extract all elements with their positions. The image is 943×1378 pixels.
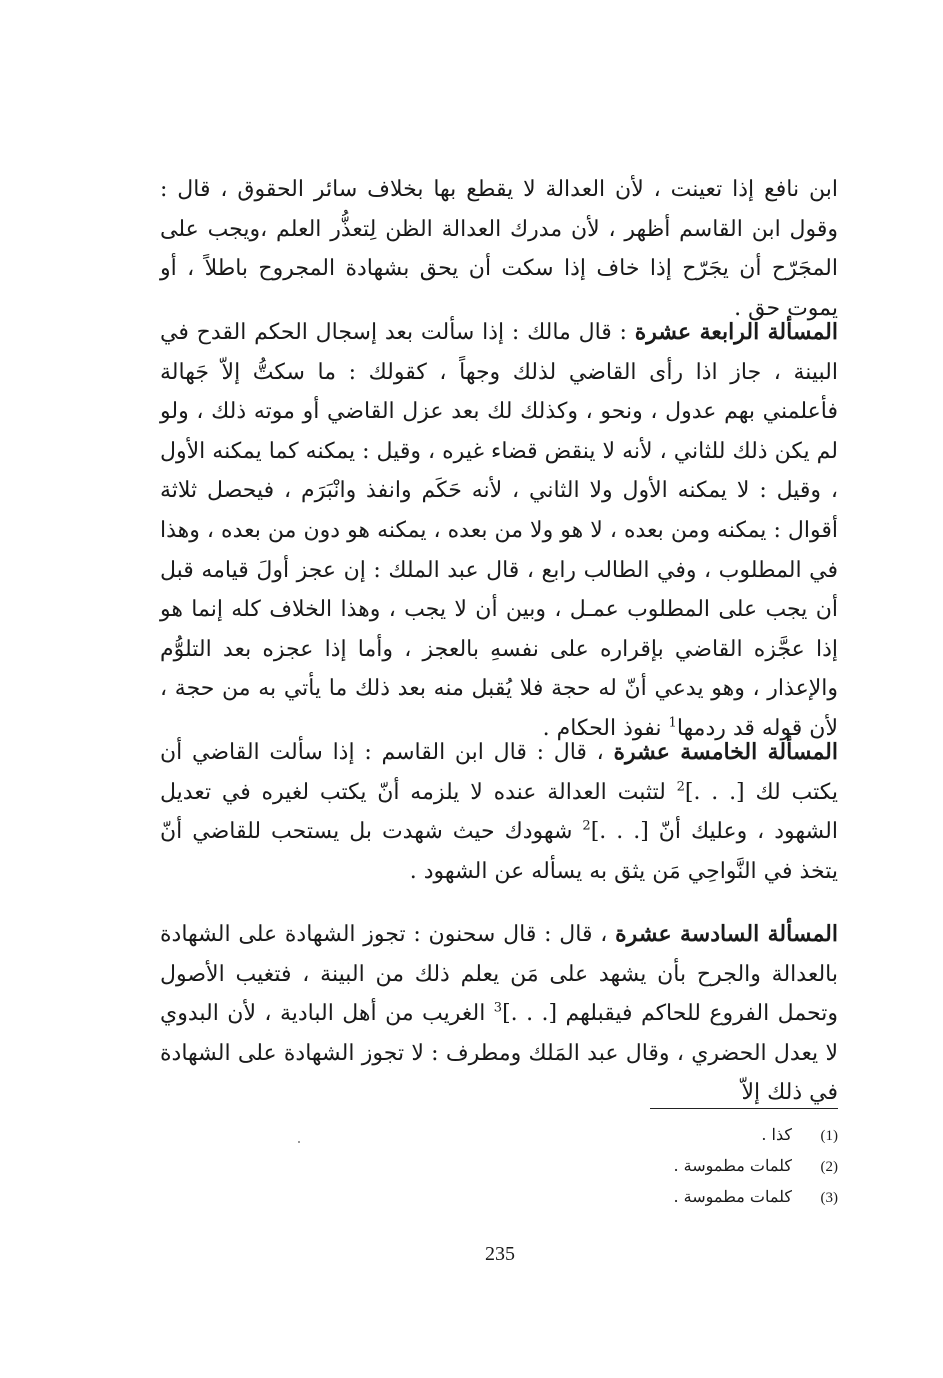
footnote-separator <box>650 1108 838 1109</box>
paragraph-body <box>160 733 838 891</box>
footnote-ref: 2 <box>582 818 591 834</box>
paragraph-text: ابن نافع إذا تعينت ، لأن العدالة لا يقطع بها بخلاف سائر الحقوق ، قال : وقول ابن القاسم أظهر ، لأن مدرك العدالة الظن لِتعذُّر العلم ،ويجب على المجَرّح أن يجَرّح إذا خاف إذا سكت أن يحق بشهادة المجروح باطلاً ، أو يموت حق . <box>160 177 838 321</box>
footnote-number: (2) <box>820 1159 838 1175</box>
footnote-text: كذا . <box>761 1125 792 1144</box>
section-heading: المسألة الرابعة عشرة <box>634 319 838 345</box>
paragraph-text: الغريب من أهل البادية ، لأن البدوي لا يعدل الحضري ، وقال عبد المَلك ومطرف : لا تجوز الشهادة على الشهادة في ذلك إلاّ <box>160 1001 838 1106</box>
paragraph-text: لتثبت العدالة عنده لا يلزمه أنّ يكتب لغيره في تعديل الشهود ، وعليك أنّ [. . .] <box>160 779 838 845</box>
footnote-item <box>500 1120 838 1151</box>
paragraph-text: ، قال : قال ابن القاسم : إذا سألت القاضي أن يكتب لك [. . .] <box>160 740 838 805</box>
footnote-ref: 1 <box>668 715 677 731</box>
scan-speck <box>298 1141 300 1143</box>
footnote-ref: 2 <box>676 779 685 795</box>
paragraph-text-end: نفوذ الحكام . <box>542 715 669 741</box>
paragraph-body <box>160 313 838 749</box>
footnote-ref: 3 <box>493 1000 503 1016</box>
section-heading: المسألة السادسة عشرة <box>615 921 838 947</box>
footnote-number: (1) <box>820 1128 838 1144</box>
paragraph-text: شهودك حيث شهدت بل يستحب للقاضي أنّ يتخذ في النَّواحِي مَن يثق به يسأله عن الشهود . <box>160 819 838 884</box>
paragraph-question-15 <box>160 733 838 891</box>
paragraph-text: : قال مالك : إذا سألت بعد إسجال الحكم القدح في البينة ، جاز اذا رأى القاضي لذلك وجهاً ، كقولك : ما سكتُّ إلاّ جَهالة فأعلمني بهم عدول ، ونحو ، وكذلك لك بعد عزل القاضي أو موته ذلك ، ولو لم يكن ذلك للثاني ، لأنه لا ينقض قضاء غيره ، وقيل : يمكنه كما يمكنه الأول ، وقيل : لا يمكنه الأول ولا الثاني ، لأنه حَكَم وانفذ وانْبَرَم ، فيحصل ثلاثة أقوال : يمكنه ومن بعده ، لا هو ولا من بعده ، يمكنه هو دون من بعده ، وهذا في المطلوب ، وفي الطالب رابع ، قال عبد الملك : إن عجز أولَ قيامه قبل أن يجب على المطلوب عمـل ، وبين أن لا يجب ، وهذا الخلاف كله إنما هو إذا عجَّزه القاضي بإقراره على نفسهِ بالعجز ، وأما إذا عجزه بعد التلوُّم والإعذار ، وهو يدعي أنّ له حجة فلا يُقبل منه بعد ذلك ما يأتي به من حجة ، لأن قوله قد ردمها <box>160 320 838 741</box>
paragraph-text: ، قال : قال سحنون : تجوز الشهادة على الشهادة بالعدالة والجرح بأن يشهد على مَن يعلم ذلك من البينة ، فتغيب الأصول وتحمل الفروع للحاكم فيقبلهم [. . .] <box>160 922 838 1027</box>
paragraph-continuation <box>160 170 838 328</box>
section-heading: المسألة الخامسة عشرة <box>613 739 838 765</box>
footnote-text: كلمات مطموسة . <box>673 1187 792 1206</box>
paragraph-question-16 <box>160 915 838 1113</box>
footnote-item <box>500 1182 838 1213</box>
page-number: 235 <box>485 1243 515 1265</box>
footnote-text: كلمات مطموسة . <box>673 1156 792 1175</box>
footnote-number: (3) <box>820 1190 838 1206</box>
footnotes <box>500 1120 838 1213</box>
footnote-item <box>500 1151 838 1182</box>
paragraph-question-14 <box>160 313 838 749</box>
paragraph-body <box>160 915 838 1113</box>
